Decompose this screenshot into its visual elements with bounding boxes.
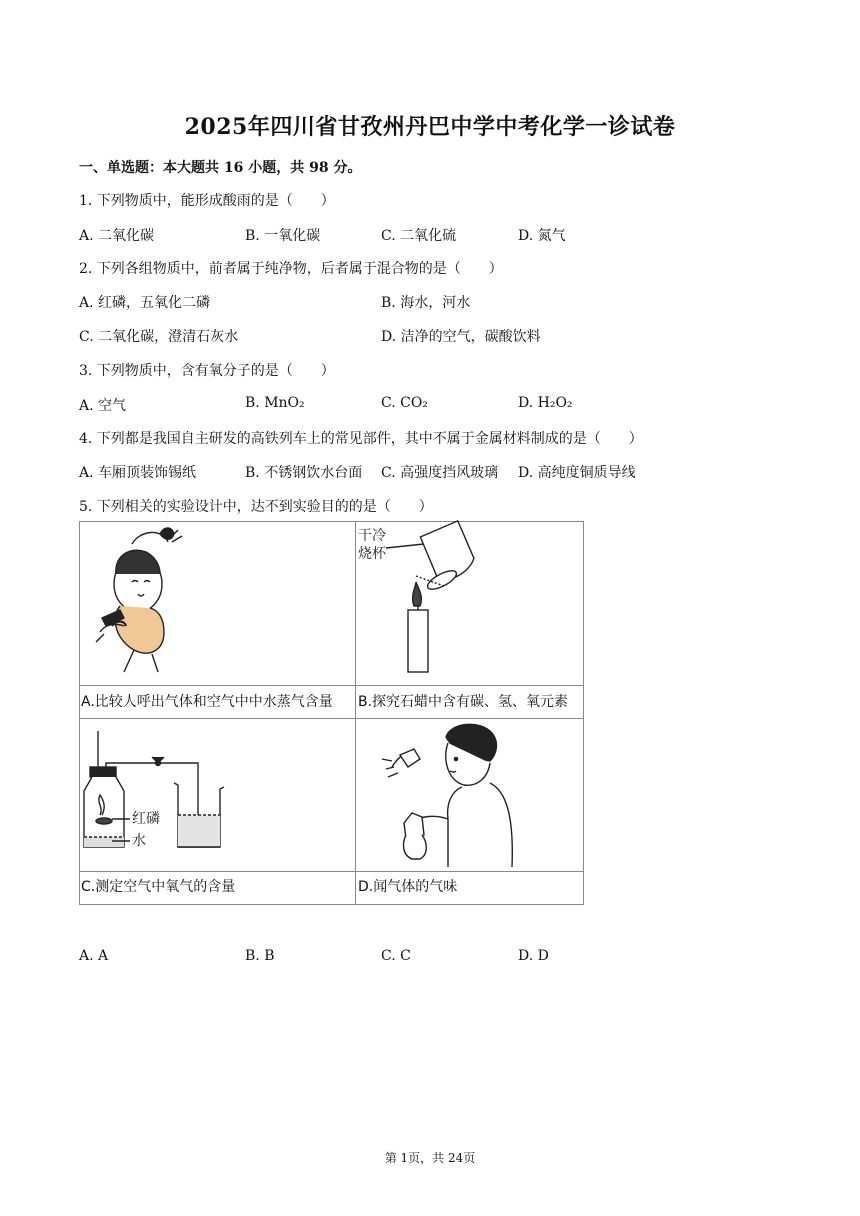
question-1-option-d[interactable]: D. 氮气	[518, 228, 566, 244]
question-1-stem: 1. 下列物质中，能形成酸雨的是（ ）	[79, 193, 335, 209]
question-4-option-c[interactable]: C. 高强度挡风玻璃	[381, 465, 499, 481]
question-5-option-a[interactable]: A. A	[79, 948, 109, 964]
experiment-figure-table	[79, 521, 584, 905]
figure-c-oxygen-apparatus-illustration	[80, 719, 355, 871]
figure-b-caption: B.探究石蜡中含有碳、氢、氧元素	[358, 694, 569, 710]
question-3-stem: 3. 下列物质中，含有氧分子的是（ ）	[79, 363, 335, 379]
exam-title: 2025年四川省甘孜州丹巴中学中考化学一诊试卷	[184, 114, 676, 140]
question-3-option-d[interactable]: D. H₂O₂	[518, 395, 573, 411]
question-5-option-b[interactable]: B. B	[245, 948, 275, 964]
question-3-option-b[interactable]: B. MnO₂	[245, 395, 305, 411]
figure-d-caption: D.闻气体的气味	[358, 879, 458, 895]
table-divider	[80, 871, 583, 872]
question-4-option-a[interactable]: A. 车厢顶装饰锡纸	[79, 465, 197, 481]
question-2-option-d[interactable]: D. 洁净的空气，碳酸饮料	[381, 329, 541, 345]
question-1-option-b[interactable]: B. 一氧化碳	[245, 228, 321, 244]
section-heading: 一、单选题：本大题共 16 小题，共 98 分。	[79, 160, 362, 176]
figure-a-caption: A.比较人呼出气体和空气中中水蒸气含量	[81, 694, 333, 710]
question-5-option-d[interactable]: D. D	[518, 948, 549, 964]
question-2-stem: 2. 下列各组物质中，前者属于纯净物，后者属于混合物的是（ ）	[79, 261, 503, 277]
question-2-option-c[interactable]: C. 二氧化碳，澄清石灰水	[79, 329, 239, 345]
figure-a-girl-breathing-illustration	[80, 522, 355, 685]
table-divider	[80, 685, 583, 686]
question-4-stem: 4. 下列都是我国自主研发的高铁列车上的常见部件，其中不属于金属材料制成的是（ ）	[79, 431, 643, 447]
question-1-option-a[interactable]: A. 二氧化碳	[79, 228, 155, 244]
question-1-option-c[interactable]: C. 二氧化硫	[381, 228, 457, 244]
question-5-option-c[interactable]: C. C	[381, 948, 411, 964]
question-2-option-b[interactable]: B. 海水，河水	[381, 295, 471, 311]
question-5-stem: 5. 下列相关的实验设计中，达不到实验目的的是（ ）	[79, 499, 433, 515]
phosphorus-label: 红磷	[132, 811, 160, 827]
question-2-option-a[interactable]: A. 红磷，五氧化二磷	[79, 295, 211, 311]
beaker-label-line1: 干冷	[358, 528, 386, 544]
page-footer: 第 1页，共 24页	[384, 1151, 476, 1165]
question-3-option-c[interactable]: C. CO₂	[381, 395, 428, 411]
figure-b-beaker-candle-illustration	[356, 522, 584, 685]
beaker-label-line2: 烧杯	[358, 546, 386, 562]
question-4-option-d[interactable]: D. 高纯度铜质导线	[518, 465, 636, 481]
question-4-option-b[interactable]: B. 不锈钢饮水台面	[245, 465, 363, 481]
figure-c-caption: C.测定空气中氧气的含量	[81, 879, 236, 895]
figure-d-boy-smelling-illustration	[356, 719, 584, 871]
water-label: 水	[132, 833, 146, 849]
question-3-option-a[interactable]: A. 空气	[79, 398, 127, 414]
